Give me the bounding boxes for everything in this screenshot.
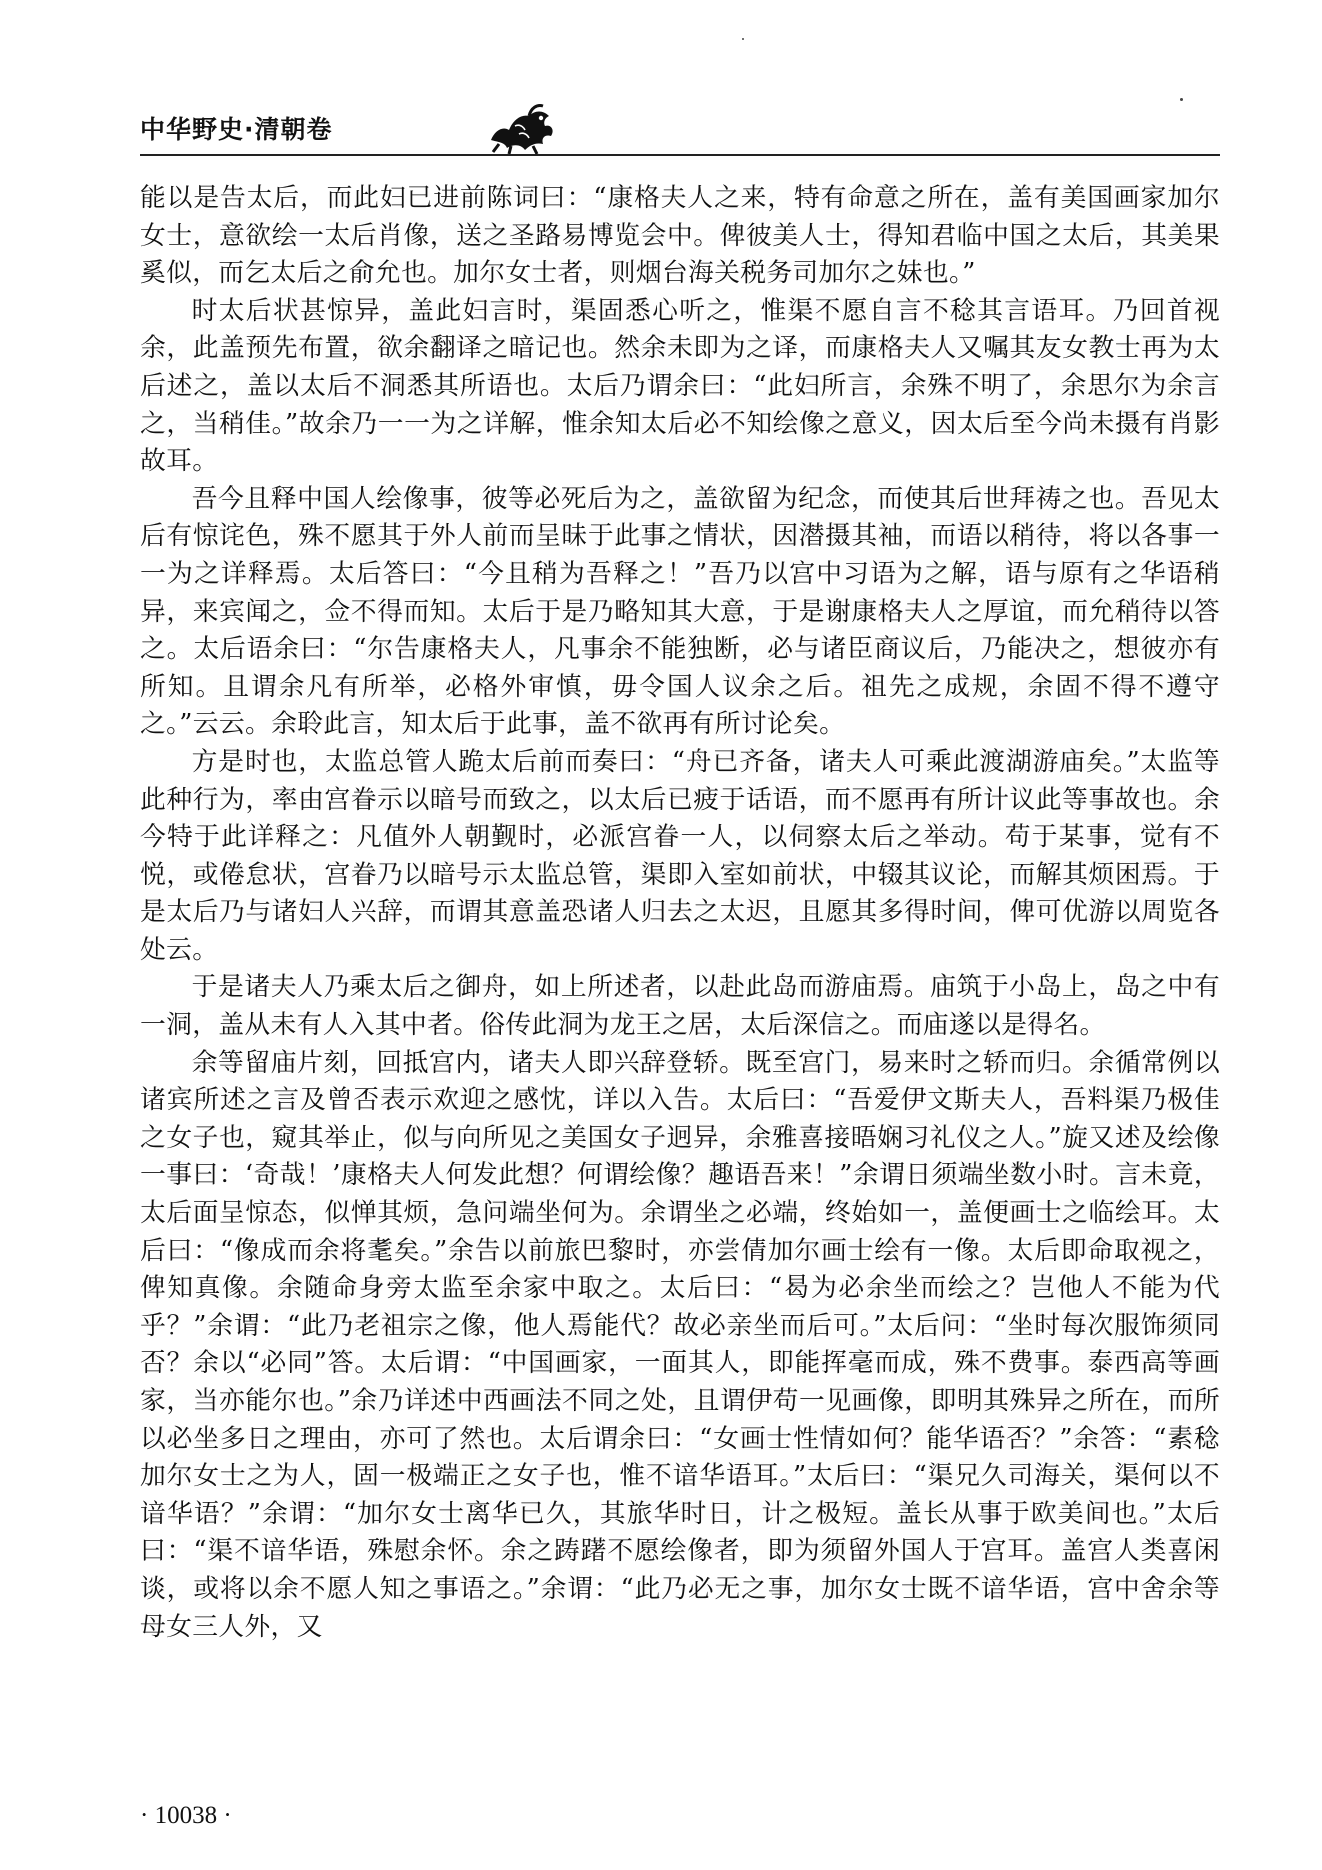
body-text — [140, 180, 1220, 1646]
paragraph: 吾今且释中国人绘像事，彼等必死后为之，盖欲留为纪念，而使其后世拜祷之也。吾见太后有惊诧色，殊不愿其于外人前而呈昧于此事之情状，因潜摄其袖，而语以稍待，将以各事一一为之详释焉。太后答曰：“今且稍为吾释之！”吾乃以宫中习语为之解，语与原有之华语稍异，来宾闻之，佥不得而知。太后于是乃略知其大意，于是谢康格夫人之厚谊，而允稍待以答之。太后语余曰：“尔告康格夫人，凡事余不能独断，必与诸臣商议后，乃能决之，想彼亦有所知。且谓余凡有所举，必格外审慎，毋令国人议余之后。祖先之成规，余固不得不遵守之。”云云。余聆此言，知太后于此事，盖不欲再有所讨论矣。 — [140, 483, 1220, 740]
paragraph: 余等留庙片刻，回抵宫内，诸夫人即兴辞登轿。既至宫门，易来时之轿而归。余循常例以诸宾所述之言及曾否表示欢迎之感忱，详以入告。太后曰：“吾爱伊文斯夫人，吾料渠乃极佳之女子也，窥其举止，似与向所见之美国女子迥异，余雅喜接晤娴习礼仪之人。”旋又述及绘像一事曰：‘奇哉！’康格夫人何发此想？何谓绘像？趣语吾来！”余谓日须端坐数小时。言未竟，太后面呈惊态，似惮其烦，急问端坐何为。余谓坐之必端，终始如一，盖便画士之临绘耳。太后曰：“像成而余将耄矣。”余告以前旅巴黎时，亦尝倩加尔画士绘有一像。太后即命取视之，俾知真像。余随命身旁太监至余家中取之。太后曰：“曷为必余坐而绘之？岂他人不能为代乎？”余谓：“此乃老祖宗之像，他人焉能代？故必亲坐而后可。”太后问：“坐时每次服饰须同否？余以“必同”答。太后谓：“中国画家，一面其人，即能挥毫而成，殊不费事。泰西高等画家，当亦能尔也。”余乃详述中西画法不同之处，且谓伊苟一见画像，即明其殊异之所在，而所以必坐多日之理由，亦可了然也。太后谓余曰：“女画士性情如何？能华语否？”余答：“素稔加尔女士之为人，固一极端正之女子也，惟不谙华语耳。”太后曰：“渠兄久司海关，渠何以不谙华语？”余谓：“加尔女士离华已久，其旅华时日，计之极短。盖长从事于欧美间也。”太后曰：“渠不谙华语，殊慰余怀。余之踌躇不愿绘像者，即为须留外国人于宫耳。盖宫人类喜闲谈，或将以余不愿人知之事语之。”余谓：“此乃必无之事，加尔女士既不谙华语，宫中舍余等母女三人外，又 — [140, 1047, 1220, 1642]
paragraph: 时太后状甚惊异，盖此妇言时，渠固悉心听之，惟渠不愿自言不稔其言语耳。乃回首视余，此盖预先布置，欲余翻译之暗记也。然余未即为之译，而康格夫人又嘱其友女教士再为太后述之，盖以太后不洞悉其所语也。太后乃谓余曰：“此妇所言，余殊不明了，余思尔为余言之，当稍佳。”故余乃一一为之详解，惟余知太后必不知绘像之意义，因太后至今尚未摄有肖影故耳。 — [140, 295, 1220, 477]
scan-speck — [742, 38, 744, 40]
header-rule — [140, 154, 1220, 156]
paragraph: 方是时也，太监总管人跪太后前而奏曰：“舟已齐备，诸夫人可乘此渡湖游庙矣。”太监等此种行为，率由宫眷示以暗号而致之，以太后已疲于话语，而不愿再有所计议此等事故也。余今特于此详释之：凡值外人朝觐时，必派宫眷一人，以伺察太后之举动。苟于某事，觉有不悦，或倦怠状，宫眷乃以暗号示太监总管，渠即入室如前状，中辍其议论，而解其烦困焉。于是太后乃与诸妇人兴辞，而谓其意盖恐诸人归去之太迟，且愿其多得时间，俾可优游以周览各处云。 — [140, 746, 1220, 965]
scan-speck — [1180, 98, 1183, 101]
book-title: 中华野史·清朝卷 — [140, 115, 333, 144]
paragraph: 能以是告太后，而此妇已进前陈词曰：“康格夫人之来，特有命意之所在，盖有美国画家加尔女士，意欲绘一太后肖像，送之圣路易博览会中。俾彼美人士，得知君临中国之太后，其美果奚似，而乞太后之俞允也。加尔女士者，则烟台海关税务司加尔之妹也。” — [140, 183, 1220, 289]
paragraph: 于是诸夫人乃乘太后之御舟，如上所述者，以赴此岛而游庙焉。庙筑于小岛上，岛之中有一洞，盖从未有人入其中者。俗传此洞为龙王之居，太后深信之。而庙遂以是得名。 — [140, 972, 1220, 1041]
dragon-emblem-icon — [485, 100, 557, 154]
running-header — [140, 98, 1220, 158]
page-number: · 10038 · — [140, 1802, 232, 1829]
